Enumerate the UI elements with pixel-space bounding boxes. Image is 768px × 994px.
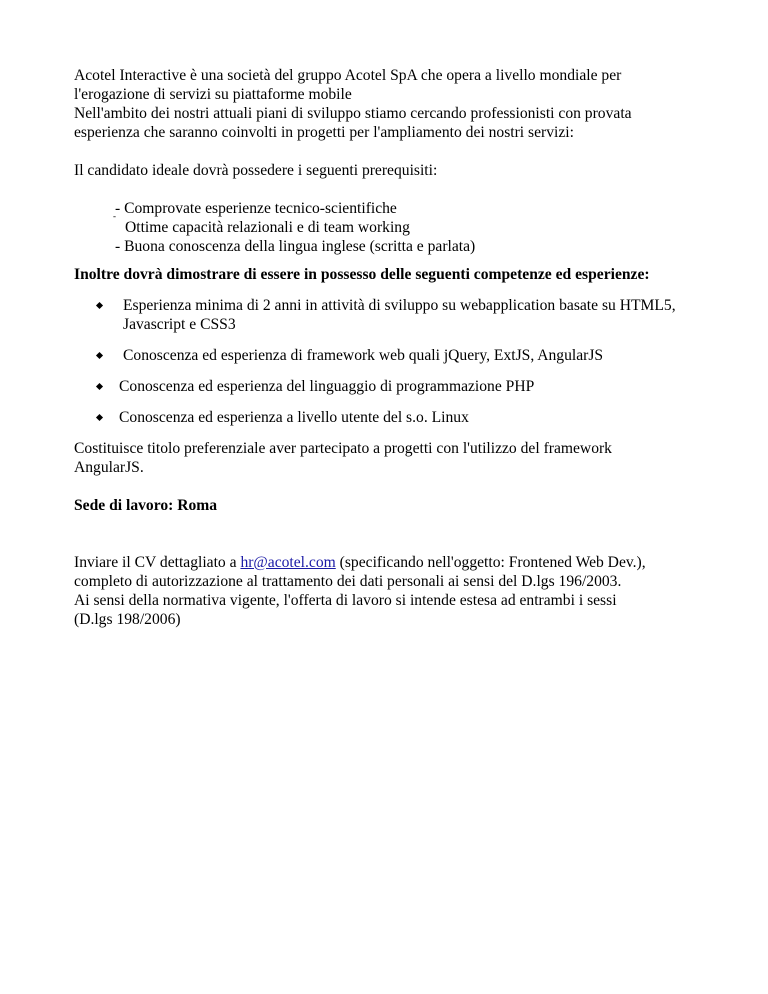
skills-list	[74, 296, 714, 427]
contact-suffix: (specificando nell'oggetto: Frontened Web Dev.),	[335, 554, 646, 571]
requirements-heading: Il candidato ideale dovrà possedere i seguenti prerequisiti:	[74, 162, 438, 179]
requirement-item: - Comprovate esperienze tecnico-scientifiche	[115, 200, 397, 217]
stray-dash: -	[113, 211, 116, 221]
preference-paragraph	[74, 439, 714, 477]
skills-heading: Inoltre dovrà dimostrare di essere in possesso delle seguenti competenze ed esperienze:	[74, 266, 650, 283]
document-page	[74, 66, 714, 629]
email-link[interactable]: hr@acotel.com	[240, 554, 336, 571]
skill-item	[74, 296, 714, 334]
skill-item	[74, 408, 714, 427]
intro-line-3: Nell'ambito dei nostri attuali piani di sviluppo stiamo cercando professionisti con provata	[74, 105, 632, 122]
skill-item	[74, 346, 714, 365]
intro-paragraph	[74, 66, 714, 142]
requirements-list	[115, 199, 714, 256]
preference-line-1: Costituisce titolo preferenziale aver partecipato a progetti con l'utilizzo del framework	[74, 440, 612, 457]
skill-text: Conoscenza ed esperienza di framework web quali jQuery, ExtJS, AngularJS	[123, 347, 604, 364]
skill-item	[74, 377, 714, 396]
intro-line-1: Acotel Interactive è una società del gruppo Acotel SpA che opera a livello mondiale per	[74, 67, 622, 84]
requirement-item: Ottime capacità relazionali e di team working	[125, 219, 410, 236]
skill-text: Conoscenza ed esperienza a livello utente del s.o. Linux	[119, 409, 469, 426]
requirement-item: - Buona conoscenza della lingua inglese (scritta e parlata)	[115, 238, 476, 255]
contact-line-2: completo di autorizzazione al trattamento dei dati personali ai sensi del D.lgs 196/2003.	[74, 573, 622, 590]
contact-prefix: Inviare il CV dettagliato a	[74, 554, 241, 571]
work-location: Sede di lavoro: Roma	[74, 497, 218, 514]
contact-paragraph	[74, 553, 714, 629]
bullet-icon	[96, 352, 103, 359]
contact-line-4: (D.lgs 198/2006)	[74, 611, 181, 628]
intro-line-2: l'erogazione di servizi su piattaforme mobile	[74, 86, 352, 103]
intro-line-4: esperienza che saranno coinvolti in progetti per l'ampliamento dei nostri servizi:	[74, 124, 574, 141]
contact-line-3: Ai sensi della normativa vigente, l'offerta di lavoro si intende estesa ad entrambi i sessi	[74, 592, 617, 609]
skill-text: Conoscenza ed esperienza del linguaggio di programmazione PHP	[119, 378, 535, 395]
skill-text: Esperienza minima di 2 anni in attività di sviluppo su webapplication basate su HTML5, Javascript e CSS3	[123, 297, 676, 333]
bullet-icon	[96, 414, 103, 421]
preference-line-2: AngularJS.	[74, 459, 144, 476]
bullet-icon	[96, 383, 103, 390]
bullet-icon	[96, 302, 103, 309]
